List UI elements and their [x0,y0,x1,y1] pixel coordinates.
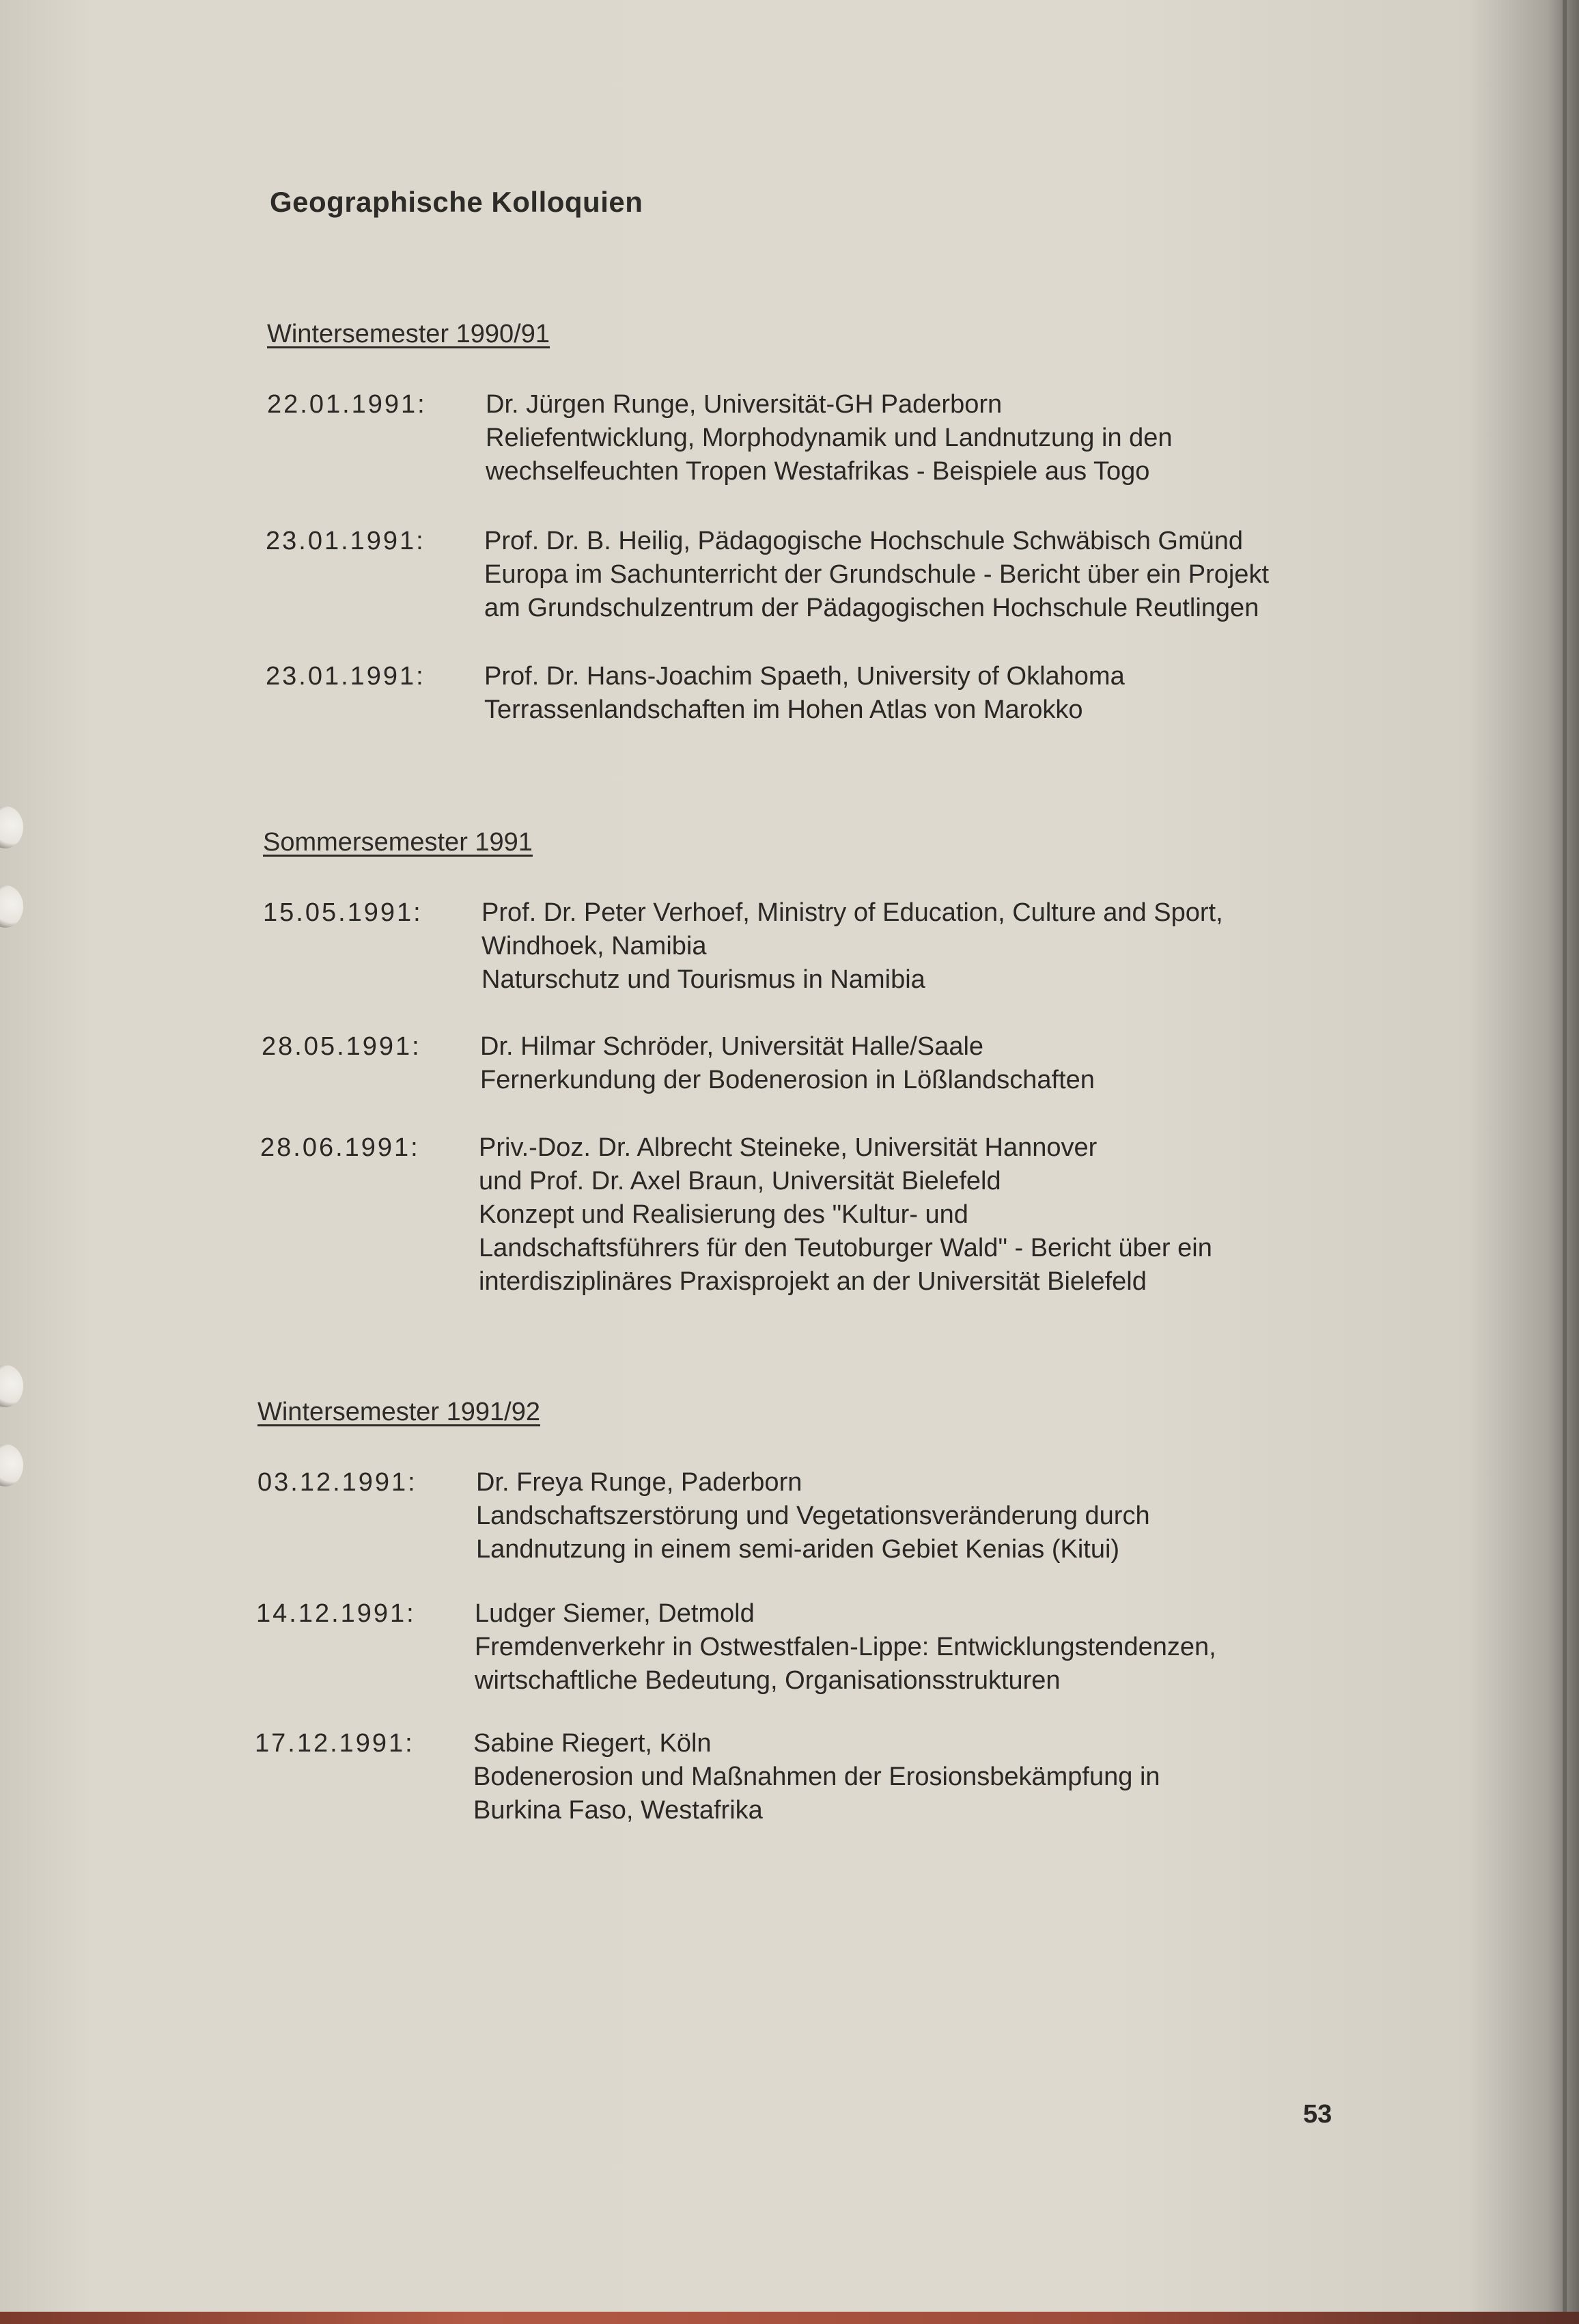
entry-date: 17.12.1991: [255,1729,415,1758]
entry-topic-line: Konzept und Realisierung des "Kultur- und [479,1200,968,1229]
section-heading-ss-1991: Sommersemester 1991 [263,828,533,857]
entry-text [484,525,1440,625]
entry-speaker: Sabine Riegert, Köln [473,1729,712,1758]
entry-text [481,896,1438,997]
entry-speaker: Prof. Dr. Peter Verhoef, Ministry of Education, Culture and Sport, [481,898,1223,927]
entry-topic-line: Landschaftsführers für den Teutoburger Wald" - Bericht über ein [479,1234,1212,1262]
entry-date: 28.05.1991: [262,1032,421,1061]
entry-speaker: Dr. Jürgen Runge, Universität-GH Paderborn [486,390,1003,419]
entry-speaker: Priv.-Doz. Dr. Albrecht Steineke, Universität Hannover [479,1133,1098,1162]
entry-speaker-line: Windhoek, Namibia [481,932,707,960]
entry-speaker-line: und Prof. Dr. Axel Braun, Universität Bielefeld [479,1167,1001,1195]
entry-topic-line: Landnutzung in einem semi-ariden Gebiet Kenias (Kitui) [476,1535,1120,1564]
entry-date: 23.01.1991: [266,662,425,691]
entry-speaker: Prof. Dr. Hans-Joachim Spaeth, University of Oklahoma [484,662,1125,691]
entry-topic-line: Landschaftszerstörung und Vegetationsveränderung durch [476,1502,1150,1530]
page-number: 53 [1303,2100,1332,2129]
entry-date: 22.01.1991: [267,390,427,419]
entry-topic-line: Bodenerosion und Maßnahmen der Erosionsbekämpfung in [473,1762,1160,1791]
page-title: Geographische Kolloquien [270,186,643,218]
entry-text [473,1727,1429,1827]
entry-text [476,1466,1432,1566]
entry-topic-line: Europa im Sachunterricht der Grundschule - Bericht über ein Projekt [484,560,1269,589]
entry-speaker: Dr. Hilmar Schröder, Universität Halle/Saale [480,1032,984,1061]
entry-topic-line: Burkina Faso, Westafrika [473,1796,763,1825]
entry-topic-line: wechselfeuchten Tropen Westafrikas - Beispiele aus Togo [486,457,1150,486]
entry-speaker: Ludger Siemer, Detmold [475,1599,755,1628]
entry-text [475,1597,1431,1698]
entry-date: 23.01.1991: [266,527,425,555]
entry-topic-line: wirtschaftliche Bedeutung, Organisationsstrukturen [475,1666,1061,1695]
entry-text [484,660,1440,727]
bottom-edge-strip [0,2312,1579,2324]
page-edge [1563,0,1567,2324]
entry-topic-line: Fernerkundung der Bodenerosion in Lößlandschaften [480,1066,1095,1094]
entry-topic-line: interdisziplinäres Praxisprojekt an der Universität Bielefeld [479,1267,1147,1296]
entry-date: 15.05.1991: [263,898,423,927]
entry-topic-line: Fremdenverkehr in Ostwestfalen-Lippe: Entwicklungstendenzen, [475,1633,1216,1661]
entry-date: 28.06.1991: [260,1133,420,1162]
section-heading-ws-1990-91: Wintersemester 1990/91 [267,320,550,348]
entry-text [480,1030,1436,1097]
entry-date: 03.12.1991: [257,1468,417,1497]
entry-topic-line: am Grundschulzentrum der Pädagogischen Hochschule Reutlingen [484,594,1259,622]
section-heading-ws-1991-92: Wintersemester 1991/92 [257,1398,540,1426]
entry-topic-line: Naturschutz und Tourismus in Namibia [481,965,925,994]
entry-text [479,1131,1435,1299]
entry-date: 14.12.1991: [256,1599,416,1628]
entry-speaker: Prof. Dr. B. Heilig, Pädagogische Hochschule Schwäbisch Gmünd [484,527,1243,555]
entry-text [486,388,1442,488]
entry-speaker: Dr. Freya Runge, Paderborn [476,1468,802,1497]
entry-topic-line: Terrassenlandschaften im Hohen Atlas von Marokko [484,695,1083,724]
entry-topic-line: Reliefentwicklung, Morphodynamik und Landnutzung in den [486,424,1173,452]
